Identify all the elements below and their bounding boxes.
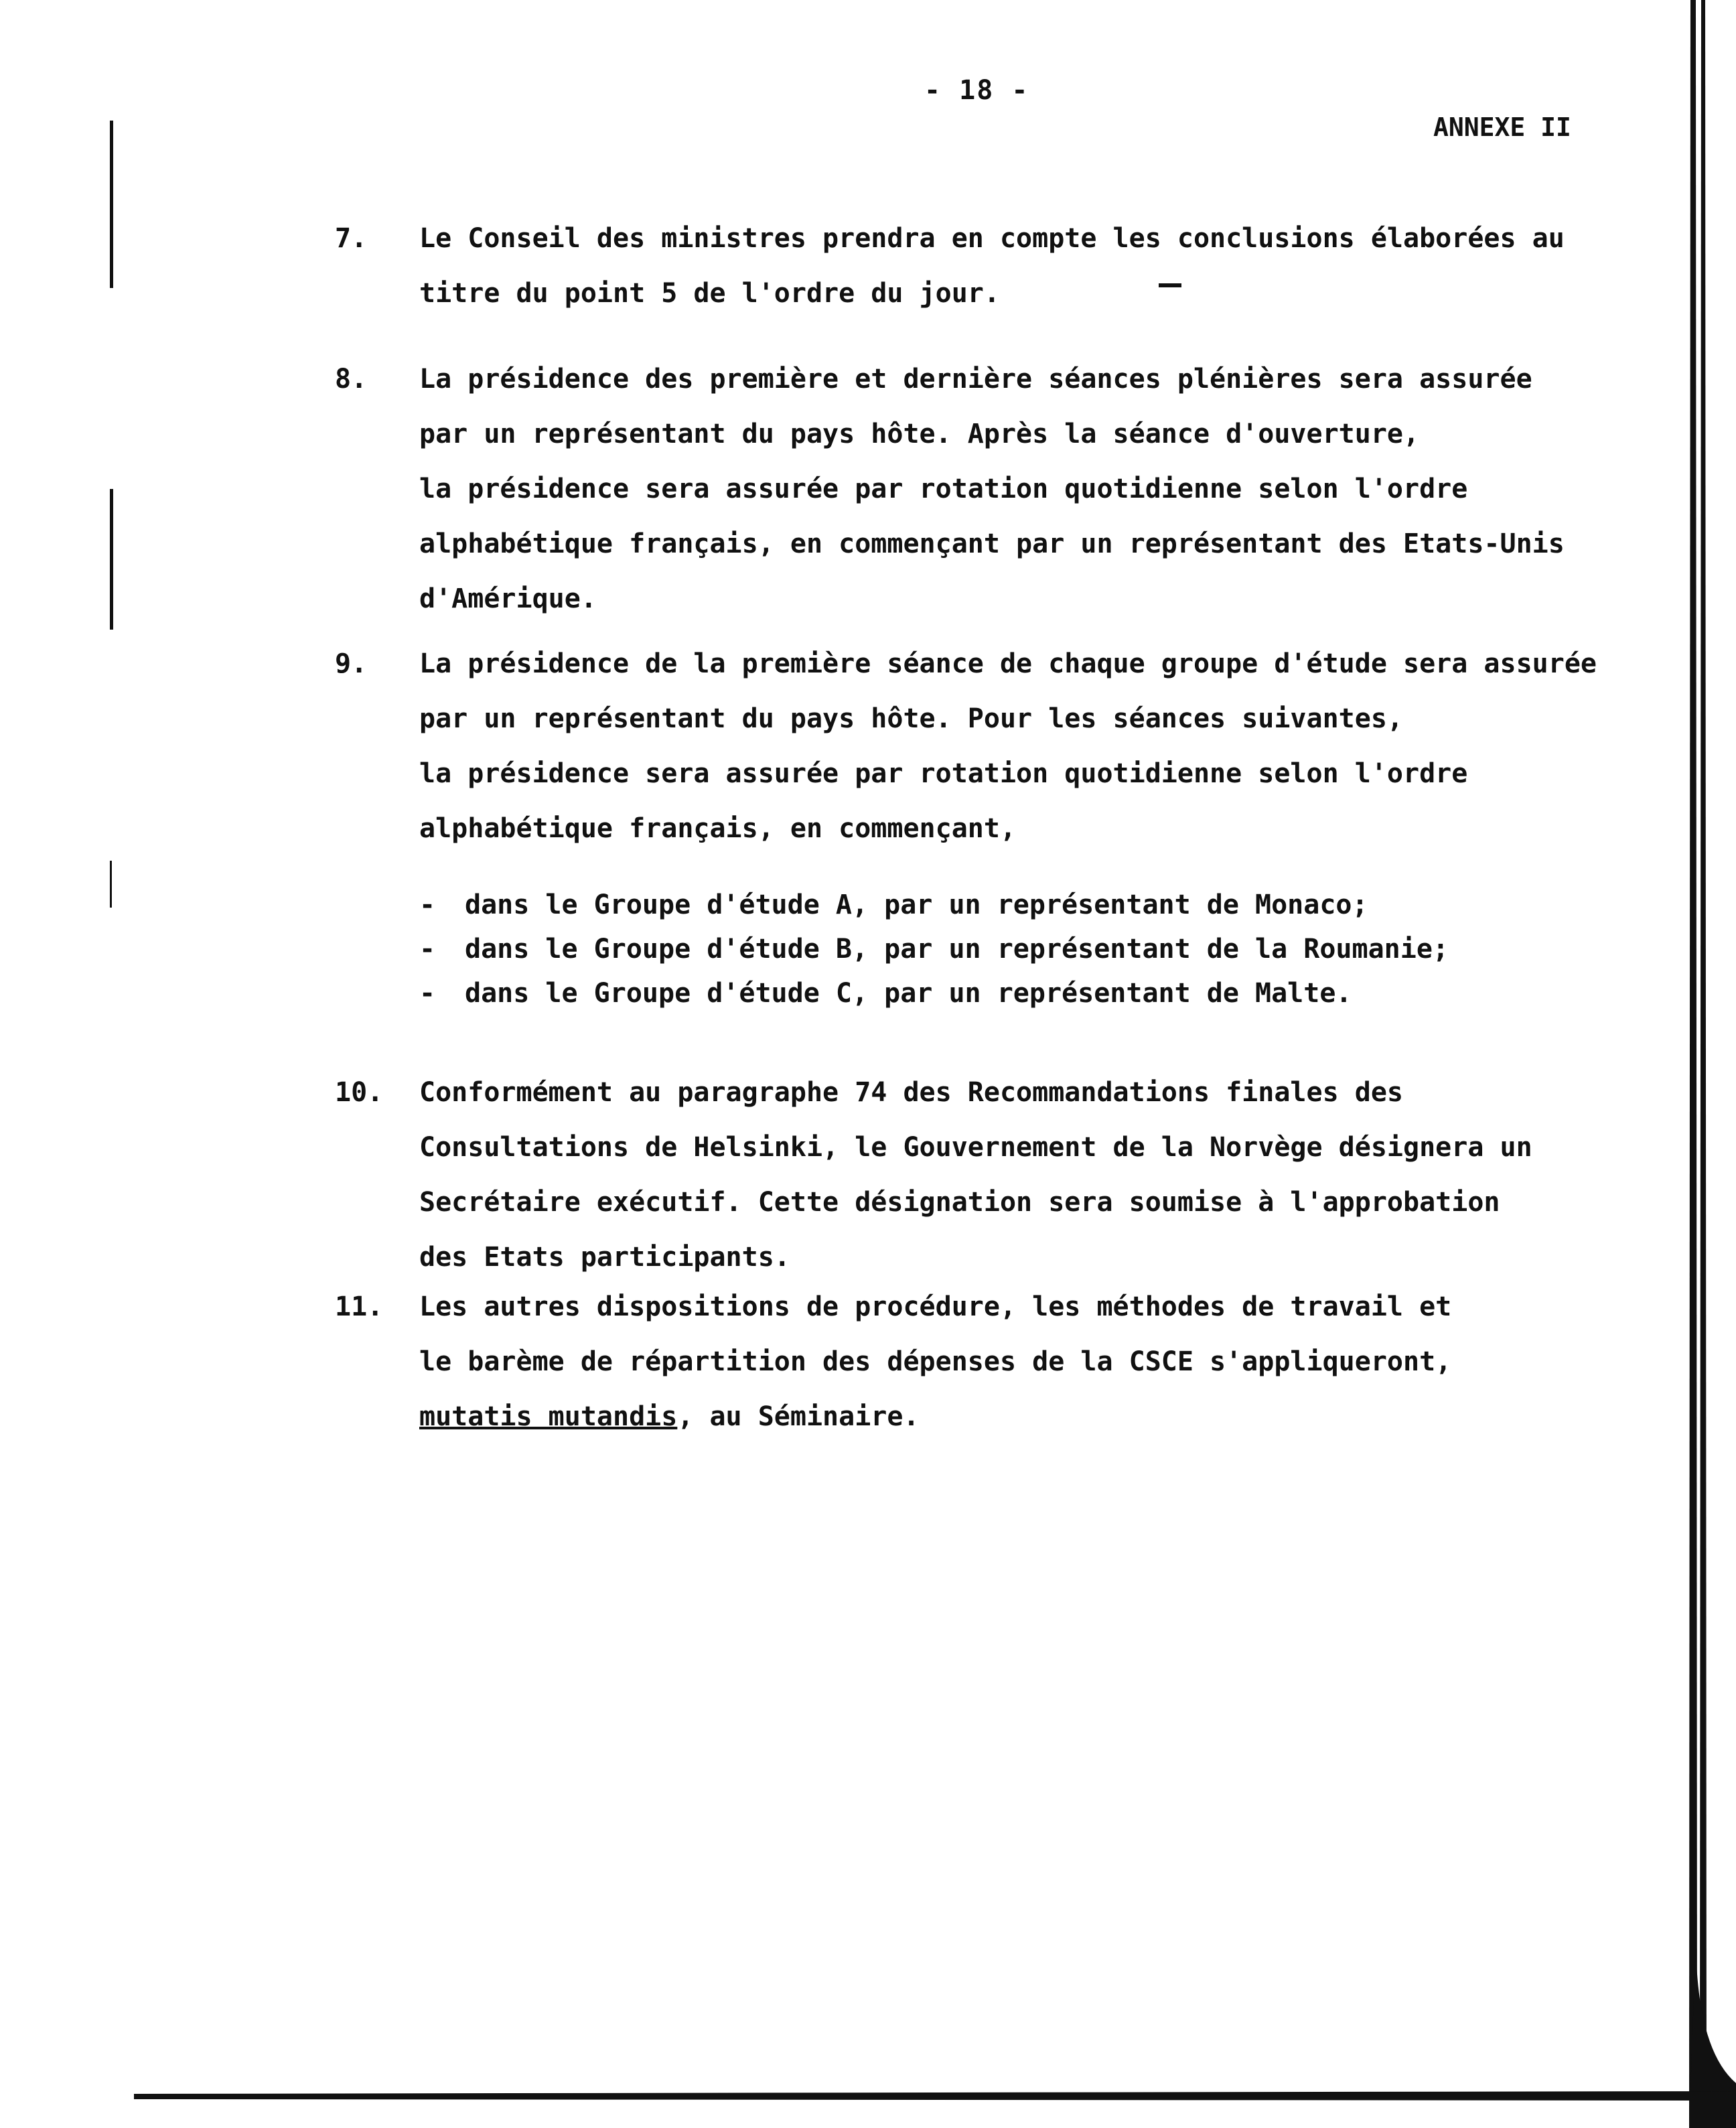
paragraph-number: 10. (335, 1077, 384, 1108)
paragraph-line: La présidence de la première séance de chaque groupe d'étude sera assurée (419, 648, 1597, 679)
paragraph-8 (335, 352, 1607, 626)
paragraph-number: 9. (335, 648, 368, 679)
paragraph-line: la présidence sera assurée par rotation quotidienne selon l'ordre (419, 758, 1468, 789)
paragraph-body (419, 352, 1598, 626)
page-number: - 18 - (924, 75, 1029, 106)
list-item-text: dans le Groupe d'étude C, par un représentant de Malte. (465, 978, 1352, 1009)
paragraph-line: d'Amérique. (419, 583, 597, 614)
paragraph-line: titre du point 5 de l'ordre du jour. (419, 278, 1000, 309)
study-group-list (419, 883, 1598, 1015)
list-item-text: dans le Groupe d'étude B, par un représentant de la Roumanie; (465, 934, 1449, 965)
list-item: - dans le Groupe d'étude A, par un représentant de Monaco; (419, 890, 1368, 920)
paragraph-10 (335, 1065, 1607, 1285)
paragraph-line: Le Conseil des ministres prendra en compte les conclusions élaborées au (419, 223, 1565, 254)
paragraph-line: Secrétaire exécutif. Cette désignation sera soumise à l'approbation (419, 1187, 1500, 1218)
paragraph-body (419, 1065, 1598, 1285)
scan-margin-mark (110, 489, 113, 630)
paragraph-line-rest: , au Séminaire. (677, 1401, 920, 1432)
paragraph-line: des Etats participants. (419, 1242, 790, 1273)
paragraph-number: 11. (335, 1291, 384, 1322)
list-item: - dans le Groupe d'étude B, par un représentant de la Roumanie; (419, 934, 1449, 965)
paragraph-line: Consultations de Helsinki, le Gouvernement de la Norvège désignera un (419, 1132, 1532, 1163)
paragraph-body (419, 636, 1598, 1015)
paragraph-line (419, 1389, 1598, 1444)
paragraph-number: 7. (335, 223, 368, 254)
paragraph-9 (335, 636, 1607, 1015)
paragraph-11 (335, 1279, 1607, 1444)
latin-phrase: mutatis mutandis (419, 1401, 678, 1432)
page-edge-shadow (1649, 0, 1736, 2128)
paragraph-body (419, 211, 1598, 321)
paragraph-body (419, 1279, 1598, 1444)
paragraph-line: alphabétique français, en commençant par un représentant des Etats-Unis (419, 528, 1565, 559)
paragraph-line: Les autres dispositions de procédure, les méthodes de travail et (419, 1291, 1452, 1322)
paragraph-line: alphabétique français, en commençant, (419, 813, 1017, 844)
paragraph-line: par un représentant du pays hôte. Pour les séances suivantes, (419, 703, 1404, 734)
paragraph-line: La présidence des première et dernière séances plénières sera assurée (419, 364, 1532, 395)
paragraph-line: Conformément au paragraphe 74 des Recommandations finales des (419, 1077, 1404, 1108)
scan-margin-mark (110, 121, 113, 288)
list-item: - dans le Groupe d'étude C, par un représentant de Malte. (419, 978, 1352, 1009)
paragraph-line: la présidence sera assurée par rotation quotidienne selon l'ordre (419, 474, 1468, 504)
paragraph-number: 8. (335, 364, 368, 395)
annex-label: ANNEXE II (1433, 113, 1571, 142)
scan-margin-mark (110, 861, 112, 908)
list-item-text: dans le Groupe d'étude A, par un représentant de Monaco; (465, 890, 1368, 920)
paragraph-7 (335, 211, 1607, 321)
paragraph-line: par un représentant du pays hôte. Après la séance d'ouverture, (419, 419, 1420, 449)
paragraph-line: le barème de répartition des dépenses de la CSCE s'appliqueront, (419, 1346, 1452, 1377)
page-bottom-edge (134, 2088, 1736, 2105)
